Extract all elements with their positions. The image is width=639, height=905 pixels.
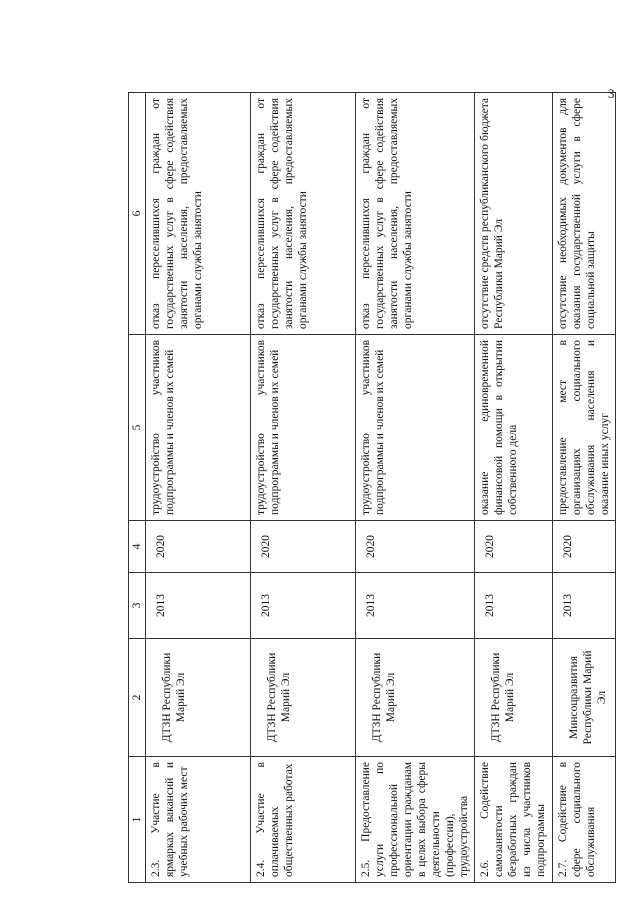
column-header: 3 bbox=[129, 573, 146, 639]
column-header: 1 bbox=[129, 757, 146, 883]
measure-cell: 2.5. Предоставление услуги по профессиональной ориентации гражданам в целях выбора сферы деятельности (профессии), трудоустройства bbox=[356, 757, 475, 883]
column-header: 5 bbox=[129, 335, 146, 521]
executor-cell: ДТЗН Республики Марий Эл bbox=[146, 639, 251, 757]
executor-cell: Минсоцразвития Республики Марий Эл bbox=[553, 639, 616, 757]
start-year-cell: 2013 bbox=[356, 573, 475, 639]
executor-cell: ДТЗН Республики Марий Эл bbox=[475, 639, 553, 757]
end-year-cell: 2020 bbox=[475, 521, 553, 573]
column-header: 2 bbox=[129, 639, 146, 757]
rotated-table-area bbox=[128, 93, 612, 883]
measure-cell: 2.4. Участие в оплачиваемых общественных работах bbox=[251, 757, 356, 883]
table-row bbox=[475, 93, 553, 883]
result-cell: трудоустройство участников подпрограммы и членов их семей bbox=[356, 335, 475, 521]
header-row bbox=[129, 93, 146, 883]
end-year-cell: 2020 bbox=[146, 521, 251, 573]
result-cell: оказание единовременной финансовой помощи в открытии собственного дела bbox=[475, 335, 553, 521]
page-number: 3 bbox=[608, 86, 615, 101]
result-cell: предоставление мест в организациях социального обслуживания населения и оказание иных услуг bbox=[553, 335, 616, 521]
column-header: 4 bbox=[129, 521, 146, 573]
start-year-cell: 2013 bbox=[553, 573, 616, 639]
table-row bbox=[251, 93, 356, 883]
end-year-cell: 2020 bbox=[553, 521, 616, 573]
end-year-cell: 2020 bbox=[251, 521, 356, 573]
measure-cell: 2.6. Содействие самозанятости безработных граждан из числа участников подпрограммы bbox=[475, 757, 553, 883]
result-cell: трудоустройство участников подпрограммы и членов их семей bbox=[251, 335, 356, 521]
result-cell: трудоустройство участников подпрограммы и членов их семей bbox=[146, 335, 251, 521]
table-row bbox=[356, 93, 475, 883]
risk-cell: отказ переселившихся граждан от государственных услуг в сфере содействия занятости населения, предоставляемых органами службы занятости bbox=[356, 93, 475, 335]
end-year-cell: 2020 bbox=[356, 521, 475, 573]
risk-cell: отсутствие средств республиканского бюджета Республики Марий Эл bbox=[475, 93, 553, 335]
table-row bbox=[146, 93, 251, 883]
start-year-cell: 2013 bbox=[475, 573, 553, 639]
table-row bbox=[553, 93, 616, 883]
measure-cell: 2.3. Участие в ярмарках вакансий и учебных рабочих мест bbox=[146, 757, 251, 883]
executor-cell: ДТЗН Республики Марий Эл bbox=[251, 639, 356, 757]
executor-cell: ДТЗН Республики Марий Эл bbox=[356, 639, 475, 757]
start-year-cell: 2013 bbox=[146, 573, 251, 639]
start-year-cell: 2013 bbox=[251, 573, 356, 639]
rotated-page-content bbox=[128, 93, 612, 883]
risk-cell: отсутствие необходимых документов для оказания государственной услуги в сфере социальной защиты bbox=[553, 93, 616, 335]
measures-table bbox=[128, 92, 616, 883]
measure-cell: 2.7. Содействие в сфере социального обслуживания bbox=[553, 757, 616, 883]
column-header: 6 bbox=[129, 93, 146, 335]
risk-cell: отказ переселившихся граждан от государственных услуг в сфере содействия занятости населения, предоставляемых органами службы занятости bbox=[146, 93, 251, 335]
risk-cell: отказ переселившихся граждан от государственных услуг в сфере содействия занятости населения, предоставляемых органами службы занятости bbox=[251, 93, 356, 335]
